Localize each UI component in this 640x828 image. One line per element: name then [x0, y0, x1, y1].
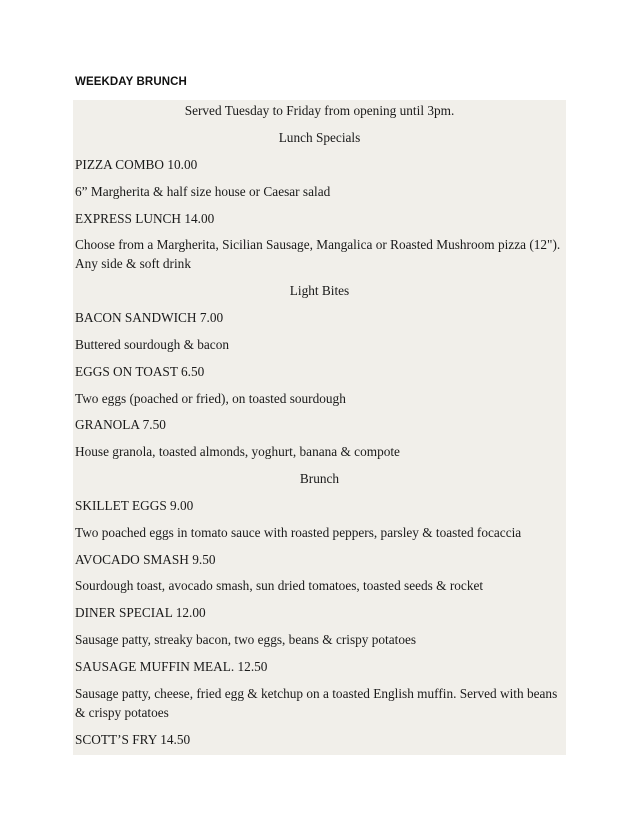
menu-item-bacon-sandwich: BACON SANDWICH 7.00: [75, 310, 224, 325]
menu-item-description: Sourdough toast, avocado smash, sun dried tomatoes, toasted seeds & rocket: [75, 578, 484, 593]
menu-item-description: House granola, toasted almonds, yoghurt, banana & compote: [75, 444, 400, 459]
menu-item-pizza-combo: PIZZA COMBO 10.00: [75, 157, 198, 172]
menu-item-granola: GRANOLA 7.50: [75, 417, 166, 432]
menu-item-eggs-on-toast: EGGS ON TOAST 6.50: [75, 364, 205, 379]
menu-item-diner-special: DINER SPECIAL 12.00: [75, 605, 206, 620]
menu-item-description: Two eggs (poached or fried), on toasted sourdough: [75, 391, 346, 406]
menu-item-skillet-eggs: SKILLET EGGS 9.00: [75, 498, 194, 513]
menu-item-description: Choose from a Margherita, Sicilian Sausage, Mangalica or Roasted Mushroom pizza (12"). Any side & soft drink: [75, 237, 561, 271]
menu-item-scotts-fry: SCOTT’S FRY 14.50: [75, 732, 191, 747]
section-heading-light-bites: Light Bites: [289, 283, 350, 298]
page-title: WEEKDAY BRUNCH: [75, 76, 187, 88]
menu-item-description: Two poached eggs in tomato sauce with roasted peppers, parsley & toasted focaccia: [75, 525, 522, 540]
menu-item-description: Sausage patty, cheese, fried egg & ketchup on a toasted English muffin. Served with beans & crispy potatoes: [75, 686, 558, 720]
menu-item-avocado-smash: AVOCADO SMASH 9.50: [75, 552, 216, 567]
menu-item-description: 6” Margherita & half size house or Caesar salad: [75, 184, 331, 199]
menu-item-express-lunch: EXPRESS LUNCH 14.00: [75, 211, 215, 226]
section-heading-lunch-specials: Lunch Specials: [278, 130, 361, 145]
menu-item-description: Buttered sourdough & bacon: [75, 337, 229, 352]
section-heading-brunch: Brunch: [299, 471, 340, 486]
menu-panel: [73, 100, 566, 755]
menu-item-sausage-muffin-meal: SAUSAGE MUFFIN MEAL. 12.50: [75, 659, 268, 674]
menu-intro: Served Tuesday to Friday from opening until 3pm.: [184, 103, 455, 118]
menu-item-description: Sausage patty, streaky bacon, two eggs, beans & crispy potatoes: [75, 632, 417, 647]
